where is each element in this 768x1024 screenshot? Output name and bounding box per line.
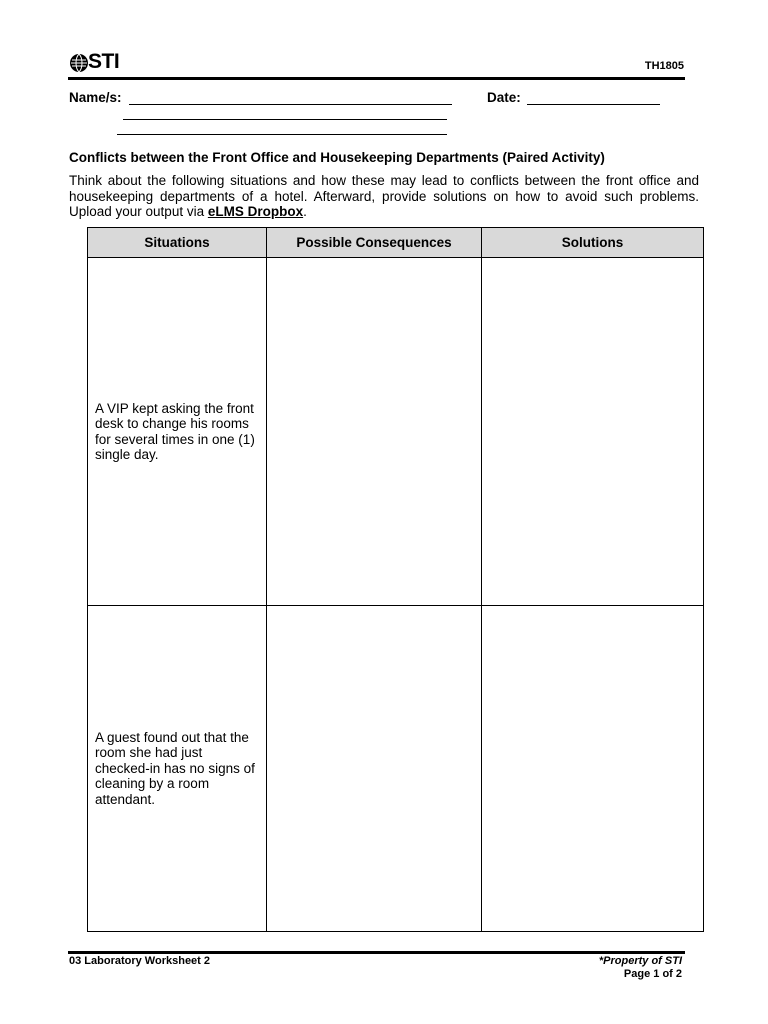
- name-line-3[interactable]: [117, 134, 447, 135]
- instructions-end: .: [303, 204, 307, 219]
- sti-logo: [69, 50, 119, 76]
- solutions-cell[interactable]: [482, 258, 704, 606]
- table-row: [88, 606, 704, 932]
- page-number: Page 1 of 2: [623, 968, 682, 980]
- globe-icon: [69, 53, 89, 73]
- header-situations: Situations: [88, 228, 267, 258]
- activity-instructions: [69, 173, 699, 220]
- consequences-cell[interactable]: [267, 258, 482, 606]
- instructions-text: Think about the following situations and how these may lead to conflicts between the front office and housekeeping departments of a hotel. Afterward, provide solutions on how to avoid such problems. Upload your output via: [69, 173, 699, 219]
- header-possible-consequences: Possible Consequences: [267, 228, 482, 258]
- worksheet-label: 03 Laboratory Worksheet 2: [69, 955, 211, 967]
- situation-cell: A guest found out that the room she had just checked-in has no signs of cleaning by a room attendant.: [88, 606, 267, 932]
- consequences-cell[interactable]: [267, 606, 482, 932]
- header-rule: [68, 77, 685, 80]
- names-label: Name/s:: [69, 90, 122, 105]
- header-solutions: Solutions: [482, 228, 704, 258]
- solutions-cell[interactable]: [482, 606, 704, 932]
- situations-table: [87, 227, 704, 932]
- date-line[interactable]: [527, 104, 660, 105]
- name-line-2[interactable]: [123, 119, 447, 120]
- activity-title: Conflicts between the Front Office and Housekeeping Departments (Paired Activity): [69, 150, 605, 165]
- footer-right: [599, 955, 682, 981]
- table-row: [88, 258, 704, 606]
- logo-text: STI: [88, 50, 120, 73]
- property-note: *Property of STI: [598, 955, 682, 967]
- elms-dropbox-link[interactable]: eLMS Dropbox: [207, 204, 304, 219]
- document-code: TH1805: [644, 60, 684, 72]
- name-line-1[interactable]: [129, 104, 452, 105]
- date-label: Date:: [487, 90, 521, 105]
- situation-cell: A VIP kept asking the front desk to change his rooms for several times in one (1) single day.: [88, 258, 267, 606]
- table-header-row: [88, 228, 704, 258]
- footer-rule: [68, 951, 685, 954]
